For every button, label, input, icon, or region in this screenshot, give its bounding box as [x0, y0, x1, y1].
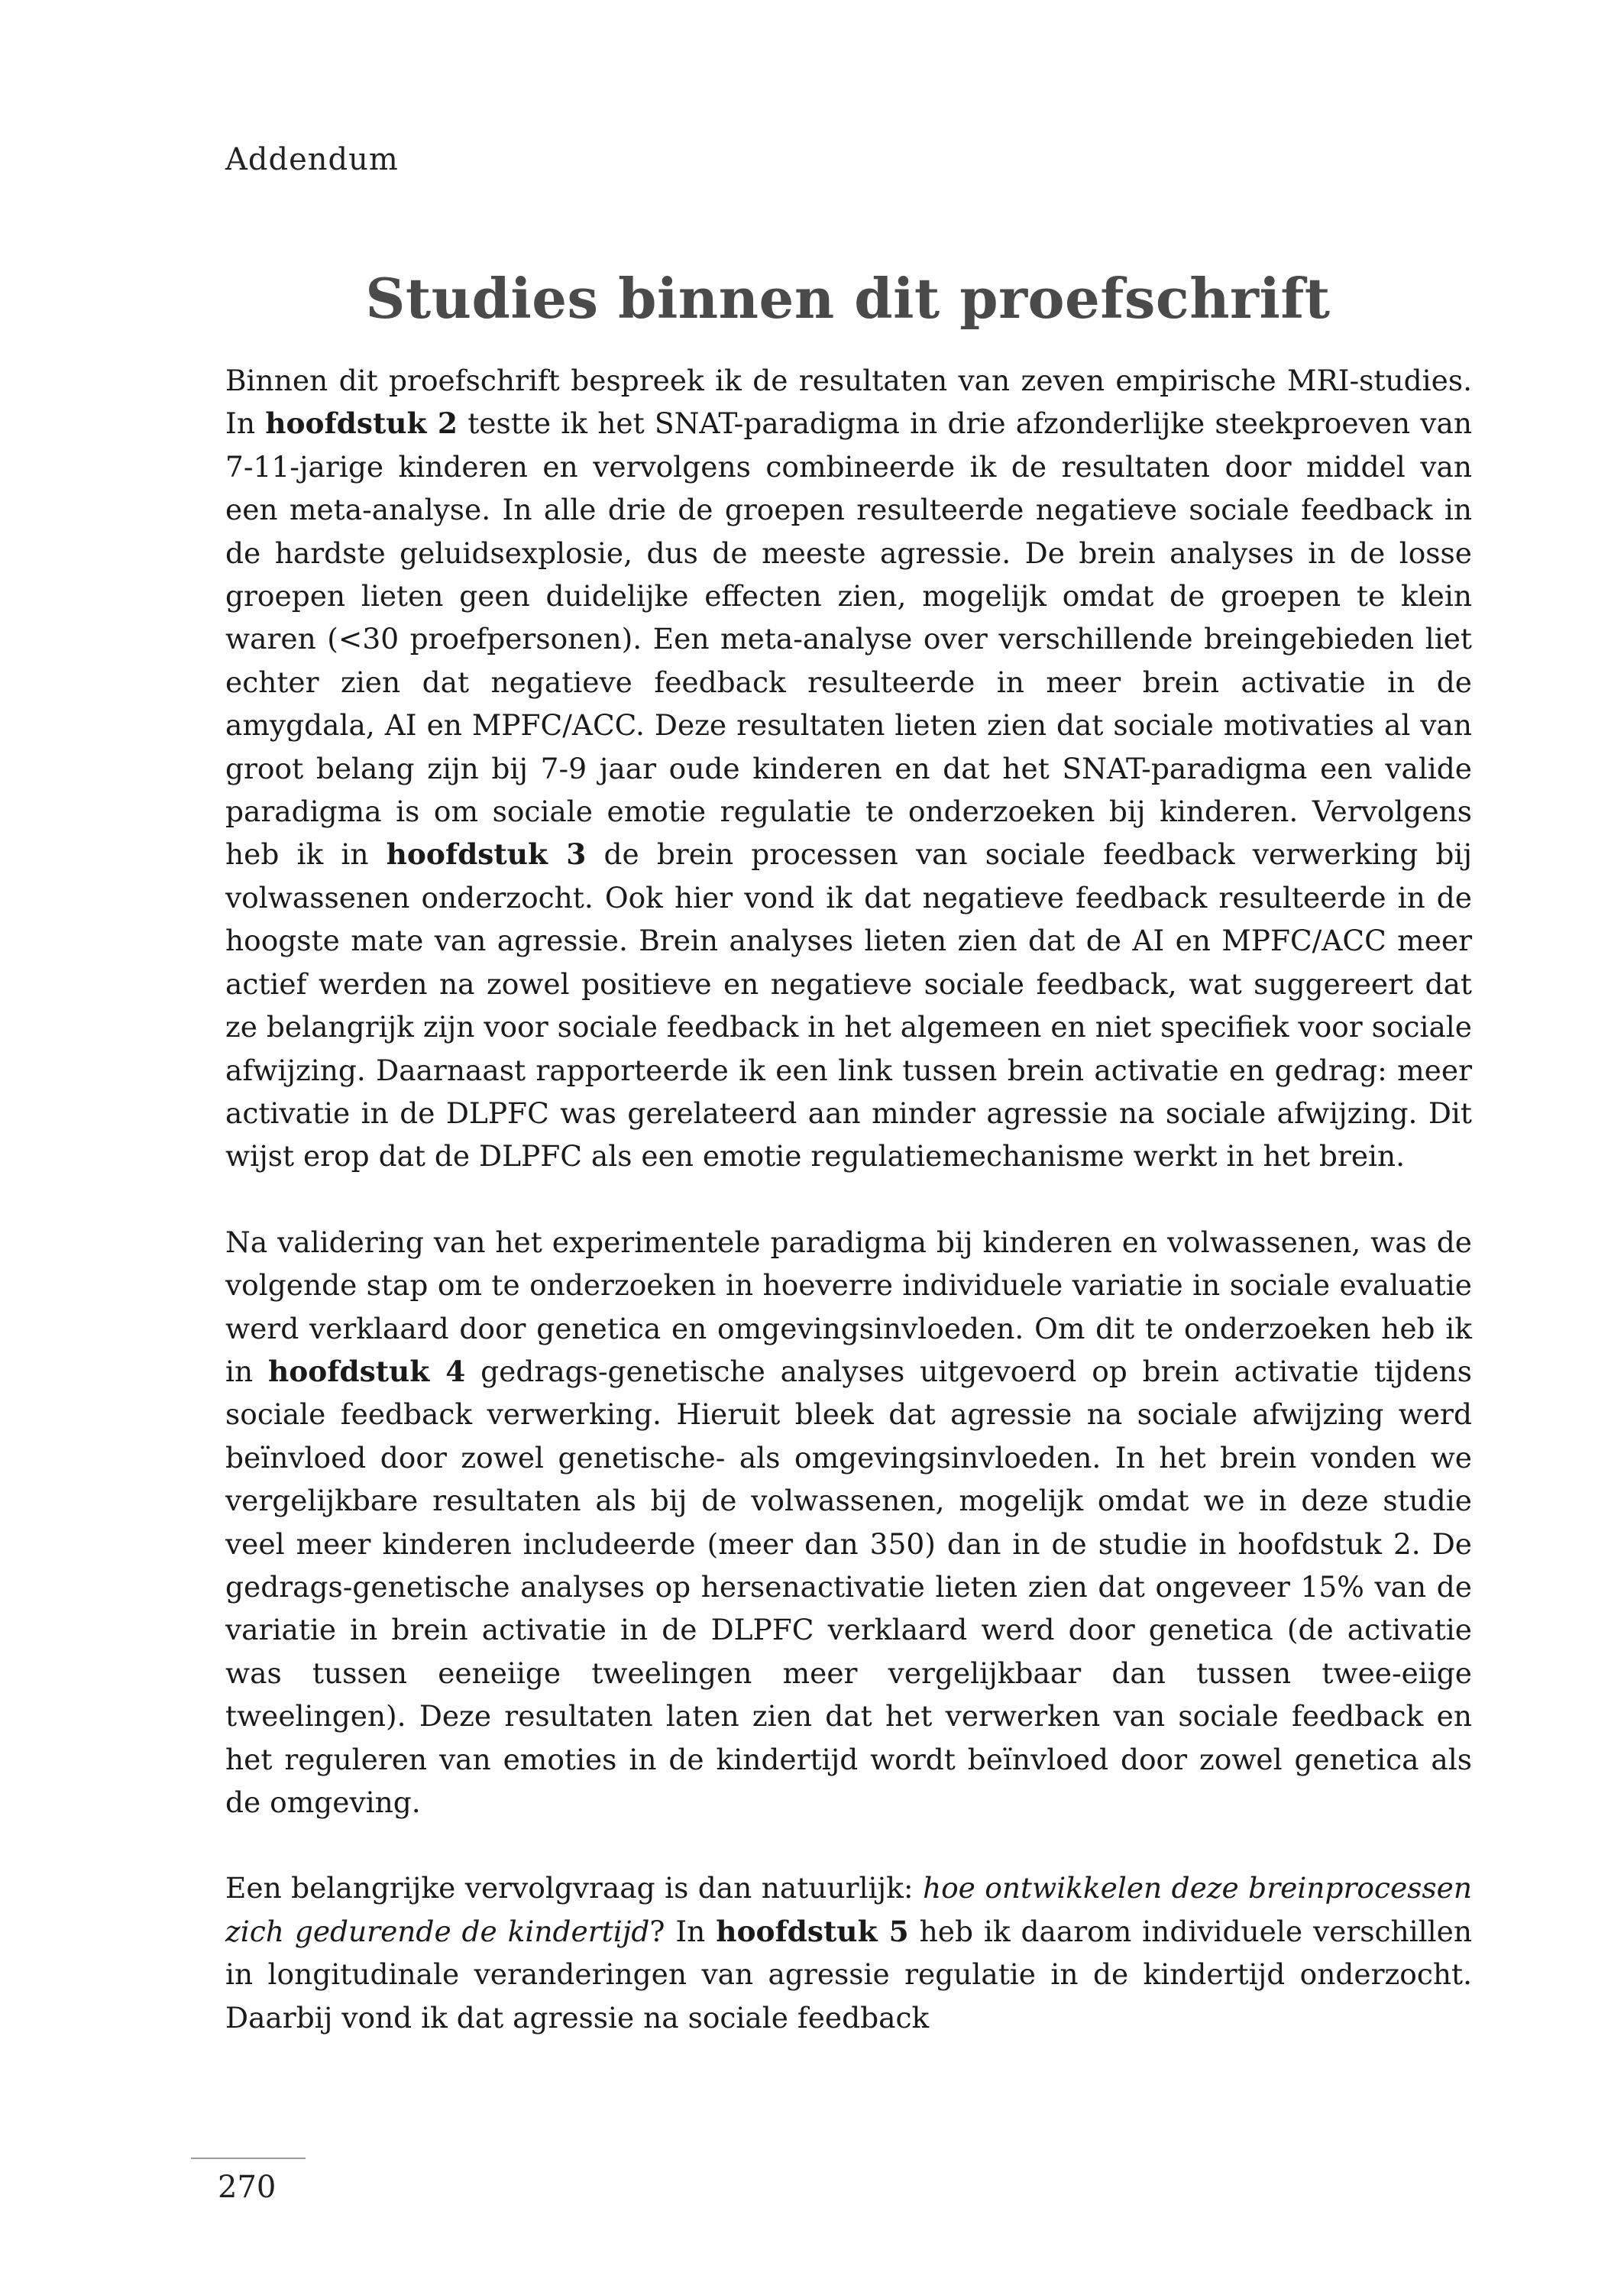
paragraph-1 — [225, 359, 1472, 1178]
paragraph-text: Na validering van het experimentele paradigma bij kinderen en volwassenen, was de volgende stap om te onderzoeken in hoeverre individuele variatie in sociale evaluatie werd verklaard door genetica en omgevingsinvloeden. Om dit te onderzoeken heb ik in — [225, 1225, 1472, 1388]
body-text — [225, 359, 1472, 2039]
paragraph-text: de brein processen van sociale feedback verwerking bij volwassenen onderzocht. Ook hier vond ik dat negatieve feedback resulteerde in de hoogste mate van agressie. Brein analyses lieten zien dat de AI en MPFC/ACC meer actief werden na zowel positieve en negatieve sociale feedback, wat suggereert dat ze belangrijk zijn voor sociale feedback in het algemeen en niet specifiek voor sociale afwijzing. Daarnaast rapporteerde ik een link tussen brein activatie en gedrag: meer activatie in de DLPFC was gerelateerd aan minder agressie na sociale afwijzing. Dit wijst erop dat de DLPFC als een emotie regulatiemechanisme werkt in het brein. — [225, 837, 1472, 1174]
paragraph-text: gedrags-genetische analyses uitgevoerd op brein activatie tijdens sociale feedback verwerking. Hieruit bleek dat agressie na sociale afwijzing werd beïnvloed door zowel genetische- als omgevingsinvloeden. In het brein vonden we vergelijkbare resultaten als bij de volwassenen, mogelijk omdat we in deze studie veel meer kinderen includeerde (meer dan 350) dan in de studie in hoofdstuk 2. De gedrags-genetische analyses op hersenactivatie lieten zien dat ongeveer 15% van de variatie in brein activatie in de DLPFC verklaard werd door genetica (de activatie was tussen eeneiige tweelingen meer vergelijkbaar dan tussen twee-eiige tweelingen). Deze resultaten laten zien dat het verwerken van sociale feedback en het reguleren van emoties in de kindertijd wordt beïnvloed door zowel genetica als de omgeving. — [225, 1354, 1472, 1819]
paragraph-2 — [225, 1221, 1472, 1824]
paragraph-text: ? In — [649, 1914, 717, 1948]
running-head: Addendum — [225, 142, 399, 177]
paragraph-3 — [225, 1866, 1472, 2039]
chapter-reference: hoofdstuk 5 — [716, 1914, 909, 1948]
page-number: 270 — [218, 2170, 277, 2205]
paragraph-text: heb ik daarom individuele verschillen in longitudinale veranderingen van agressie regulatie in de kindertijd onderzocht. Daarbij vond ik dat agressie na sociale feedback — [225, 1914, 1472, 2035]
footer-rule — [191, 2158, 306, 2159]
research-question: hoe ontwikkelen deze breinprocessen zich gedurende de kindertijd — [225, 1871, 1472, 1948]
chapter-reference: hoofdstuk 3 — [386, 837, 587, 872]
chapter-reference: hoofdstuk 4 — [267, 1354, 466, 1388]
paragraph-text: Een belangrijke vervolgvraag is dan natuurlijk: — [225, 1871, 923, 1905]
paragraph-text: testte ik het SNAT-paradigma in drie afzonderlijke steekproeven van 7-11-jarige kinderen en vervolgens combineerde ik de resultaten door middel van een meta-analyse. In alle drie de groepen resulteerde negatieve sociale feedback in de hardste geluidsexplosie, dus de meeste agressie. De brein analyses in de losse groepen lieten geen duidelijke effecten zien, mogelijk omdat de groepen te klein waren (<30 proefpersonen). Een meta-analyse over verschillende breingebieden liet echter zien dat negatieve feedback resulteerde in meer brein activatie in de amygdala, AI en MPFC/ACC. Deze resultaten lieten zien dat sociale motivaties al van groot belang zijn bij 7-9 jaar oude kinderen en dat het SNAT-paradigma een valide paradigma is om sociale emotie regulatie te onderzoeken bij kinderen. Vervolgens heb ik in — [225, 406, 1472, 872]
page-title: Studies binnen dit proefschrift — [365, 266, 1331, 331]
paragraph-text: Binnen dit proefschrift bespreek ik de resultaten van zeven empirische MRI-studies. In — [225, 364, 1472, 441]
chapter-reference: hoofdstuk 2 — [265, 406, 458, 441]
